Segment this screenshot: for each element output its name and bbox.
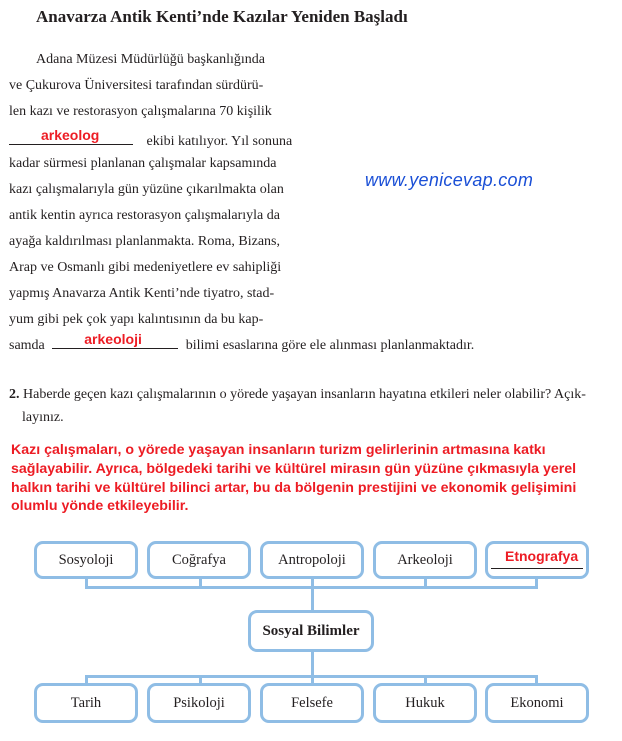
box-label: Arkeoloji <box>397 551 453 568</box>
box-sosyoloji <box>34 541 138 579</box>
box-cografya <box>147 541 251 579</box>
connector-center-top <box>311 586 314 611</box>
article-line-12-end: bilimi esaslarına göre ele alınması planlanmaktadır. <box>185 338 475 353</box>
center-label: Sosyal Bilimler <box>262 622 360 639</box>
box-felsefe <box>260 683 364 723</box>
article-line-6: kazı çalışmalarıyla gün yüzüne çıkarılmakta olan <box>9 182 284 197</box>
article-line-11: yum gibi pek çok yapı kalıntısının da bu kap- <box>9 312 264 327</box>
box-hukuk <box>373 683 477 723</box>
article-line-9: Arap ve Osmanlı gibi medeniyetlere ev sahipliği <box>9 260 282 275</box>
article-line-3: len kazı ve restorasyon çalışmalarına 70 kişilik <box>9 104 272 119</box>
answer-line-4: olumlu yönde etkileyebilir. <box>11 498 189 514</box>
article-title: Anavarza Antik Kenti’nde Kazılar Yeniden Başladı <box>36 7 408 26</box>
article-line-10: yapmış Anavarza Antik Kenti’nde tiyatro, stad- <box>9 286 275 301</box>
box-label: Sosyoloji <box>58 551 114 568</box>
box-label: Hukuk <box>405 694 445 711</box>
article-line-4 <box>9 129 292 151</box>
article-line-12-start: samda <box>9 338 45 353</box>
box-tarih <box>34 683 138 723</box>
question-number: 2. <box>9 387 20 402</box>
article-line-12 <box>9 333 474 355</box>
question-line-2: layınız. <box>22 410 64 425</box>
article-line-5: kadar sürmesi planlanan çalışmalar kapsamında <box>9 156 277 171</box>
box-answer-blank <box>491 547 583 569</box>
answer-line-1: Kazı çalışmaları, o yörede yaşayan insanların turizm gelirlerinin artmasına katkı <box>11 442 546 458</box>
answer-blank-1[interactable] <box>9 129 133 145</box>
article-line-2: ve Çukurova Üniversitesi tarafından sürdürü- <box>9 78 264 93</box>
question-text-1: Haberde geçen kazı çalışmalarının o yörede yaşayan insanların hayatına etkileri neler olabilir? Açık- <box>23 387 586 402</box>
box-antropoloji <box>260 541 364 579</box>
blank-2-answer: arkeoloji <box>84 331 142 347</box>
box-sosyal-bilimler <box>248 610 374 652</box>
blank-1-answer: arkeolog <box>41 127 100 143</box>
box-psikoloji <box>147 683 251 723</box>
article-line-7: antik kentin ayrıca restorasyon çalışmalarıyla da <box>9 208 280 223</box>
answer-line-2: sağlayabilir. Ayrıca, bölgedeki tarihi ve kültürel mirasın gün yüzüne çıkmasıyla yerel <box>11 461 577 477</box>
box-label: Psikoloji <box>173 694 225 711</box>
watermark: www.yenicevap.com <box>365 170 534 190</box>
box-label: Antropoloji <box>278 551 346 568</box>
answer-blank-2[interactable] <box>52 333 178 349</box>
article-line-1: Adana Müzesi Müdürlüğü başkanlığında <box>36 52 266 67</box>
box-label: Tarih <box>70 694 102 711</box>
box-answer-etnografya[interactable] <box>485 541 589 579</box>
box-arkeoloji <box>373 541 477 579</box>
article-line-4-text: ekibi katılıyor. Yıl sonuna <box>146 134 293 149</box>
box-ekonomi <box>485 683 589 723</box>
box-label: Coğrafya <box>172 551 226 568</box>
connector-center-bottom <box>311 649 314 677</box>
question-line-1 <box>9 386 586 404</box>
box-label: Ekonomi <box>510 694 564 711</box>
box-answer-text: Etnografya <box>505 547 579 564</box>
box-label: Felsefe <box>291 694 333 711</box>
article-line-8: ayağa kaldırılması planlanmakta. Roma, Bizans, <box>9 234 280 249</box>
answer-line-3: halkın tarihi ve kültürel bilinci artar, bu da bölgenin prestijini ve ekonomik gelişimini <box>11 480 577 496</box>
